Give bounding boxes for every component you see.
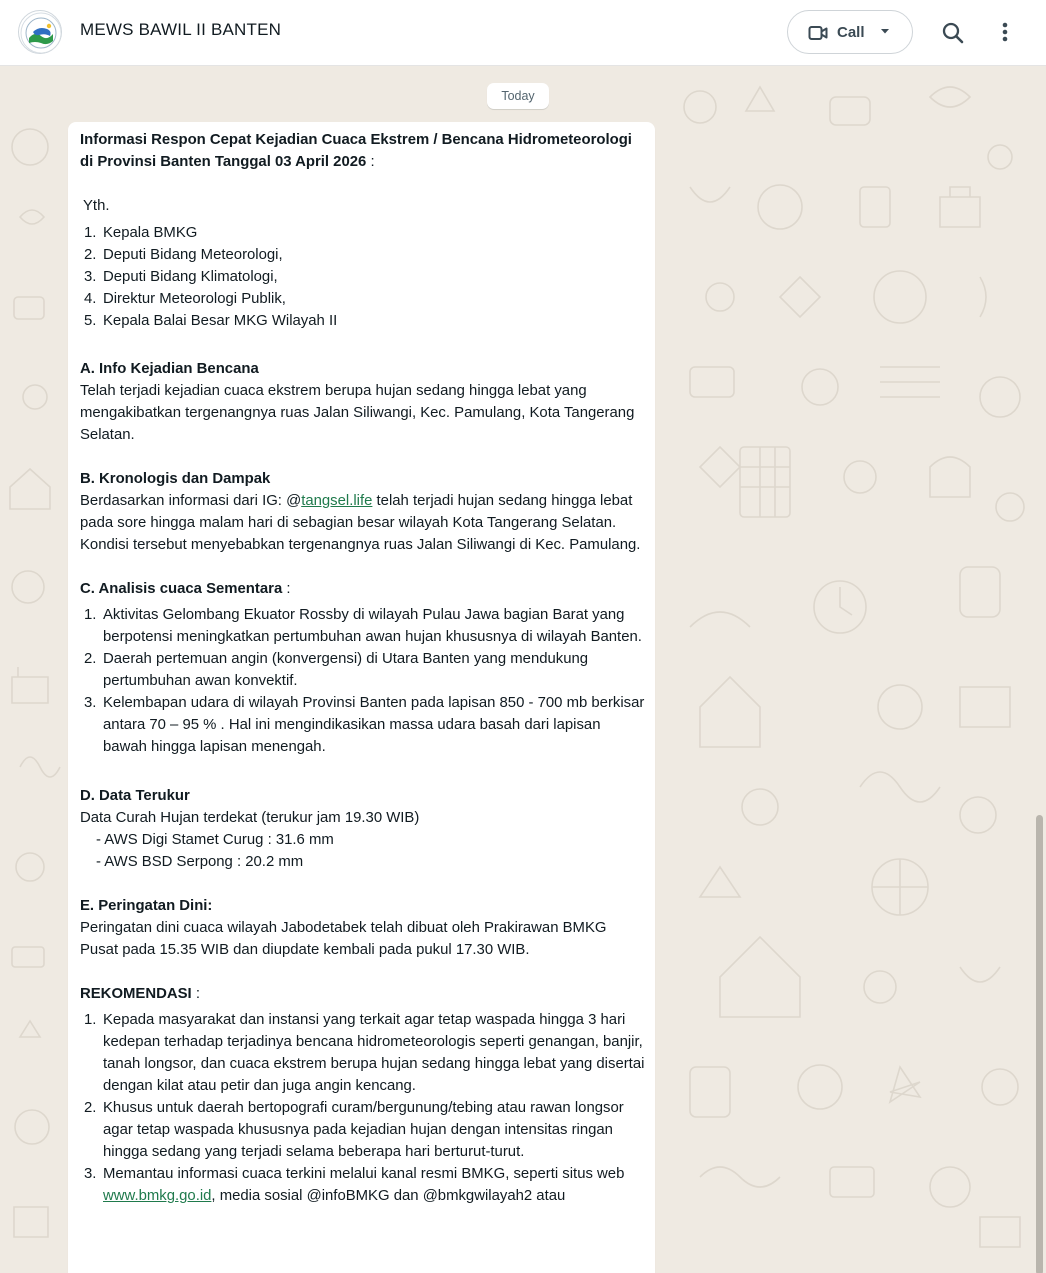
section-d-heading: D. Data Terukur xyxy=(80,788,190,804)
analysis-list xyxy=(80,604,647,758)
bmkg-website-link[interactable]: www.bmkg.go.id xyxy=(103,1188,212,1204)
list-item: 2. Khusus untuk daerah bertopografi curam/bergunung/tebing atau rawan longsor agar tetap waspada khususnya pada kejadian hujan dengan intensitas ringan hingga sedang yang terjadi selama beberapa hari berturut-turut. xyxy=(84,1100,624,1160)
section-d-text: Data Curah Hujan terdekat (terukur jam 19.30 WIB) xyxy=(80,810,420,826)
section-b-text: Berdasarkan informasi dari IG: @tangsel.life telah terjadi hujan sedang hingga lebat pada sore hingga malam hari di sebagian besar wilayah Kota Tangerang Selatan. Kondisi tersebut menyebabkan tergenangnya ruas Jalan Siliwangi di Kec. Pamulang. xyxy=(80,493,641,553)
section-a-heading: A. Info Kejadian Bencana xyxy=(80,361,259,377)
chat-scrollbar[interactable] xyxy=(1036,815,1043,1273)
call-label: Call xyxy=(837,24,865,41)
message-title: Informasi Respon Cepat Kejadian Cuaca Ekstrem / Bencana Hidrometeorologi di Provinsi Banten Tanggal 03 April 2026 : xyxy=(80,132,632,170)
section-e-heading: E. Peringatan Dini: xyxy=(80,898,213,914)
list-item: 1. Aktivitas Gelombang Ekuator Rossby di wilayah Pulau Jawa bagian Barat yang berpotensi meningkatkan pertumbuhan awan hujan khususnya di wilayah Banten. xyxy=(84,607,642,645)
section-e-text: Peringatan dini cuaca wilayah Jabodetabek telah dibuat oleh Prakirawan BMKG Pusat pada 15.35 WIB dan diupdate kembali pada pukul 17.30 WIB. xyxy=(80,920,607,958)
list-item: 1. Kepala BMKG xyxy=(84,225,198,241)
salutation: Yth. xyxy=(83,198,110,214)
list-item: 1. Kepada masyarakat dan instansi yang terkait agar tetap waspada hingga 3 hari kedepan terhadap terjadinya bencana hidrometeorologis seperti genangan, banjir, tanah longsor, dan cuaca ekstrem berupa hujan sedang hingga lebat yang disertai dengan kilat atau petir dan juga angin kencang. xyxy=(84,1012,645,1094)
section-b-heading: B. Kronologis dan Dampak xyxy=(80,471,271,487)
caret-down-icon[interactable] xyxy=(879,25,891,37)
recommendation-heading: REKOMENDASI : xyxy=(80,986,200,1002)
section-c-heading: C. Analisis cuaca Sementara : xyxy=(80,581,291,597)
reading-item: - AWS BSD Serpong : 20.2 mm xyxy=(96,854,304,870)
chat-area[interactable] xyxy=(0,67,1046,1273)
recipient-list xyxy=(80,222,647,332)
list-item: 5. Kepala Balai Besar MKG Wilayah II xyxy=(84,313,338,329)
list-item: 2. Daerah pertemuan angin (konvergensi) di Utara Banten yang mendukung pertumbuhan awan konvektif. xyxy=(84,651,589,689)
message-bubble[interactable] xyxy=(68,122,655,1273)
kebab-menu-icon xyxy=(994,18,1016,48)
reading-item: - AWS Digi Stamet Curug : 31.6 mm xyxy=(96,832,334,848)
list-item: 4. Direktur Meteorologi Publik, xyxy=(84,291,286,307)
list-item: 3. Memantau informasi cuaca terkini melalui kanal resmi BMKG, seperti situs web www.bmkg.go.id, media sosial @infoBMKG dan @bmkgwilayah2 atau xyxy=(84,1166,625,1204)
recommendation-list xyxy=(80,1009,647,1207)
instagram-link[interactable]: tangsel.life xyxy=(301,493,373,509)
chat-title[interactable]: MEWS BAWIL II BANTEN xyxy=(80,20,282,39)
search-button[interactable] xyxy=(938,18,968,48)
chat-header xyxy=(0,0,1046,66)
date-separator: Today xyxy=(487,83,549,109)
section-a-text: Telah terjadi kejadian cuaca ekstrem berupa hujan sedang hingga lebat yang mengakibatkan tergenangnya ruas Jalan Siliwangi, Kec. Pamulang, Kota Tangerang Selatan. xyxy=(80,383,635,443)
menu-button[interactable] xyxy=(994,18,1016,48)
list-item: 3. Deputi Bidang Klimatologi, xyxy=(84,269,278,285)
search-icon xyxy=(938,18,968,48)
group-avatar[interactable] xyxy=(18,10,62,54)
video-camera-icon xyxy=(808,24,828,42)
call-button[interactable] xyxy=(787,10,913,54)
group-logo-icon xyxy=(19,11,62,54)
list-item: 2. Deputi Bidang Meteorologi, xyxy=(84,247,283,263)
list-item: 3. Kelembapan udara di wilayah Provinsi Banten pada lapisan 850 - 700 mb berkisar antara 70 – 95 % . Hal ini mengindikasikan massa udara basah dari lapisan bawah hingga lapisan menengah. xyxy=(84,695,645,755)
